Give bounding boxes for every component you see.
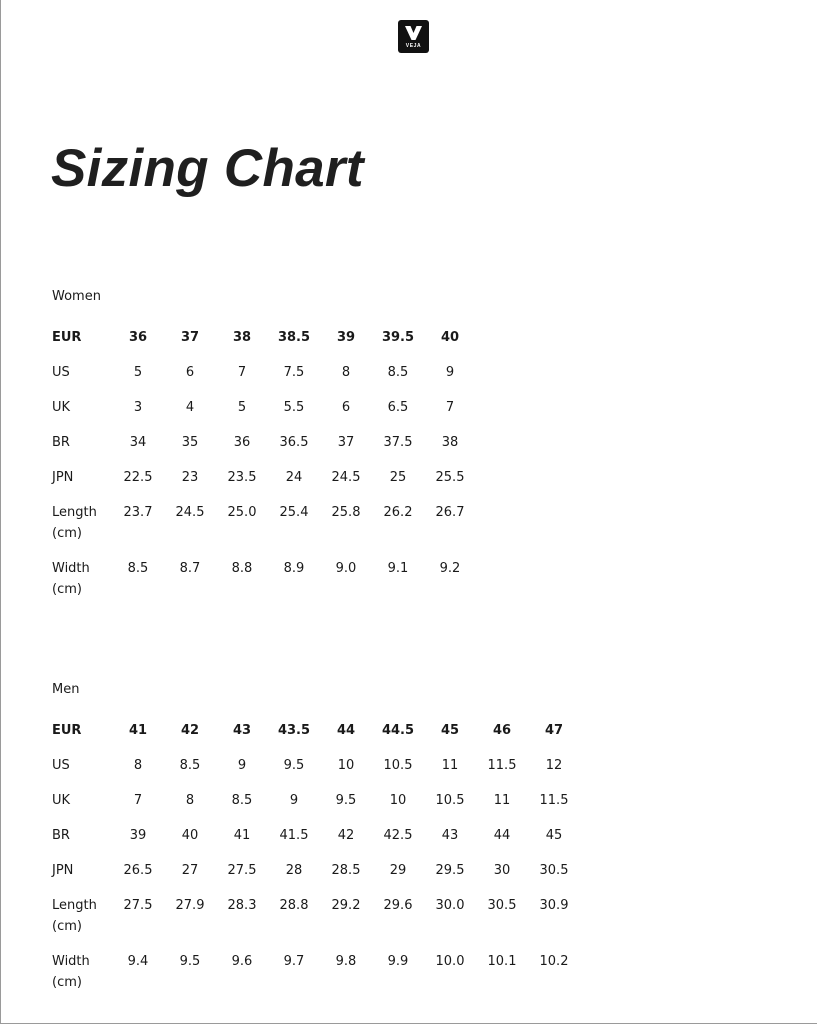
row-label (52, 860, 112, 895)
size-cell: 8.5 (231, 793, 253, 808)
size-cell: 39 (336, 330, 356, 345)
size-row-br (52, 825, 580, 860)
size-cell: 27.5 (123, 898, 153, 913)
size-cell: 5 (133, 365, 143, 380)
size-cell: 27.5 (227, 863, 257, 878)
size-cell: 46 (492, 723, 512, 738)
row-label (52, 895, 112, 951)
row-label (52, 755, 112, 790)
size-cell: 38.5 (277, 330, 311, 345)
row-label-text: Length (52, 505, 97, 520)
size-cell: 27.9 (175, 898, 205, 913)
size-cell: 9.5 (335, 793, 357, 808)
size-cell: 43.5 (277, 723, 311, 738)
row-label (52, 397, 112, 432)
size-cell: 40 (181, 828, 199, 843)
size-cell: 10.5 (435, 793, 465, 808)
size-cell: 9.6 (231, 954, 253, 969)
size-cell: 29.2 (331, 898, 361, 913)
size-cell: 8 (341, 365, 351, 380)
size-row-jpn (52, 860, 580, 895)
size-row-length (52, 502, 476, 558)
size-cell: 11 (493, 793, 511, 808)
size-cell: 28.3 (227, 898, 257, 913)
size-row-length (52, 895, 580, 951)
size-row-eur (52, 720, 580, 755)
size-cell: 41.5 (279, 828, 309, 843)
size-cell: 43 (232, 723, 252, 738)
women-section-label: Women (52, 289, 101, 304)
size-cell: 30 (493, 863, 511, 878)
size-cell: 9.5 (179, 954, 201, 969)
size-cell: 37.5 (383, 435, 413, 450)
size-row-jpn (52, 467, 476, 502)
size-row-us (52, 755, 580, 790)
size-cell: 24.5 (175, 505, 205, 520)
size-row-uk (52, 397, 476, 432)
size-cell: 34 (129, 435, 147, 450)
size-cell: 28.5 (331, 863, 361, 878)
size-cell: 44 (493, 828, 511, 843)
size-cell: 29.6 (383, 898, 413, 913)
size-cell: 4 (185, 400, 195, 415)
row-label-text: EUR (52, 330, 82, 345)
size-cell: 9.2 (439, 561, 461, 576)
size-cell: 25.8 (331, 505, 361, 520)
size-cell: 5.5 (283, 400, 305, 415)
women-size-section (52, 287, 476, 614)
row-label-text: Width (52, 954, 90, 969)
size-cell: 30.9 (539, 898, 569, 913)
size-cell: 30.5 (539, 863, 569, 878)
size-cell: 23.7 (123, 505, 153, 520)
size-cell: 44 (336, 723, 356, 738)
size-cell: 38 (441, 435, 459, 450)
size-cell: 9 (445, 365, 455, 380)
size-cell: 8.5 (127, 561, 149, 576)
size-cell: 7 (133, 793, 143, 808)
size-cell: 8.5 (179, 758, 201, 773)
men-section-label: Men (52, 682, 80, 697)
row-label (52, 790, 112, 825)
row-label (52, 362, 112, 397)
row-label-text: US (52, 758, 70, 773)
size-cell: 29 (389, 863, 407, 878)
size-cell: 45 (545, 828, 563, 843)
row-label (52, 720, 112, 755)
row-label-text: JPN (52, 863, 74, 878)
size-cell: 11.5 (487, 758, 517, 773)
size-cell: 45 (440, 723, 460, 738)
size-cell: 8 (185, 793, 195, 808)
size-cell: 25.0 (227, 505, 257, 520)
size-cell: 7 (445, 400, 455, 415)
size-cell: 36 (233, 435, 251, 450)
size-cell: 38 (232, 330, 252, 345)
size-cell: 24.5 (331, 470, 361, 485)
size-cell: 39.5 (381, 330, 415, 345)
size-cell: 8.7 (179, 561, 201, 576)
row-label-text: JPN (52, 470, 74, 485)
row-unit: (cm) (52, 582, 82, 597)
size-cell: 9 (289, 793, 299, 808)
size-cell: 43 (441, 828, 459, 843)
row-unit: (cm) (52, 526, 82, 541)
size-cell: 8.9 (283, 561, 305, 576)
size-cell: 6 (341, 400, 351, 415)
size-row-uk (52, 790, 580, 825)
size-cell: 9.7 (283, 954, 305, 969)
size-cell: 5 (237, 400, 247, 415)
size-cell: 40 (440, 330, 460, 345)
size-cell: 27 (181, 863, 199, 878)
size-row-us (52, 362, 476, 397)
row-unit: (cm) (52, 975, 82, 990)
size-cell: 24 (285, 470, 303, 485)
size-cell: 22.5 (123, 470, 153, 485)
row-label-text: EUR (52, 723, 82, 738)
size-cell: 26.7 (435, 505, 465, 520)
size-cell: 10 (389, 793, 407, 808)
size-cell: 29.5 (435, 863, 465, 878)
size-cell: 39 (129, 828, 147, 843)
size-cell: 7 (237, 365, 247, 380)
size-cell: 9.9 (387, 954, 409, 969)
row-label (52, 558, 112, 614)
size-cell: 9.1 (387, 561, 409, 576)
size-cell: 28.8 (279, 898, 309, 913)
size-cell: 10.2 (539, 954, 569, 969)
size-cell: 8 (133, 758, 143, 773)
size-cell: 6.5 (387, 400, 409, 415)
row-label (52, 951, 112, 1007)
size-cell: 30.5 (487, 898, 517, 913)
size-cell: 26.2 (383, 505, 413, 520)
row-label-text: UK (52, 793, 71, 808)
row-label-text: BR (52, 828, 70, 843)
size-cell: 6 (185, 365, 195, 380)
size-cell: 42.5 (383, 828, 413, 843)
row-label-text: UK (52, 400, 71, 415)
women-size-table (52, 327, 476, 614)
men-size-section (52, 680, 580, 1007)
size-cell: 35 (181, 435, 199, 450)
logo-text: VEJA (405, 43, 422, 49)
size-cell: 10.0 (435, 954, 465, 969)
size-cell: 9.8 (335, 954, 357, 969)
size-cell: 41 (128, 723, 148, 738)
row-label (52, 467, 112, 502)
size-cell: 36 (128, 330, 148, 345)
size-cell: 10.5 (383, 758, 413, 773)
size-cell: 36.5 (279, 435, 309, 450)
size-cell: 23.5 (227, 470, 257, 485)
size-cell: 42 (337, 828, 355, 843)
size-cell: 9.0 (335, 561, 357, 576)
size-cell: 12 (545, 758, 563, 773)
size-cell: 7.5 (283, 365, 305, 380)
size-cell: 25.4 (279, 505, 309, 520)
size-cell: 25 (389, 470, 407, 485)
size-cell: 9.4 (127, 954, 149, 969)
row-label-text: BR (52, 435, 70, 450)
row-label (52, 502, 112, 558)
size-row-eur (52, 327, 476, 362)
row-label (52, 432, 112, 467)
size-cell: 11 (441, 758, 459, 773)
size-cell: 8.8 (231, 561, 253, 576)
row-label (52, 825, 112, 860)
row-label-text: Width (52, 561, 90, 576)
men-size-table (52, 720, 580, 1007)
veja-logo (398, 20, 429, 53)
row-label-text: Length (52, 898, 97, 913)
size-cell: 25.5 (435, 470, 465, 485)
row-label (52, 327, 112, 362)
size-cell: 37 (337, 435, 355, 450)
size-cell: 30.0 (435, 898, 465, 913)
size-cell: 28 (285, 863, 303, 878)
size-cell: 23 (181, 470, 199, 485)
size-cell: 10 (337, 758, 355, 773)
size-cell: 37 (180, 330, 200, 345)
size-cell: 42 (180, 723, 200, 738)
size-cell: 9 (237, 758, 247, 773)
size-row-width (52, 951, 580, 1007)
row-label-text: US (52, 365, 70, 380)
size-cell: 10.1 (487, 954, 517, 969)
size-cell: 41 (233, 828, 251, 843)
size-cell: 11.5 (539, 793, 569, 808)
size-cell: 47 (544, 723, 564, 738)
size-cell: 26.5 (123, 863, 153, 878)
page-title: Sizing Chart (51, 139, 364, 198)
row-unit: (cm) (52, 919, 82, 934)
size-row-br (52, 432, 476, 467)
size-cell: 9.5 (283, 758, 305, 773)
size-row-width (52, 558, 476, 614)
size-cell: 8.5 (387, 365, 409, 380)
size-cell: 44.5 (381, 723, 415, 738)
size-cell: 3 (133, 400, 143, 415)
